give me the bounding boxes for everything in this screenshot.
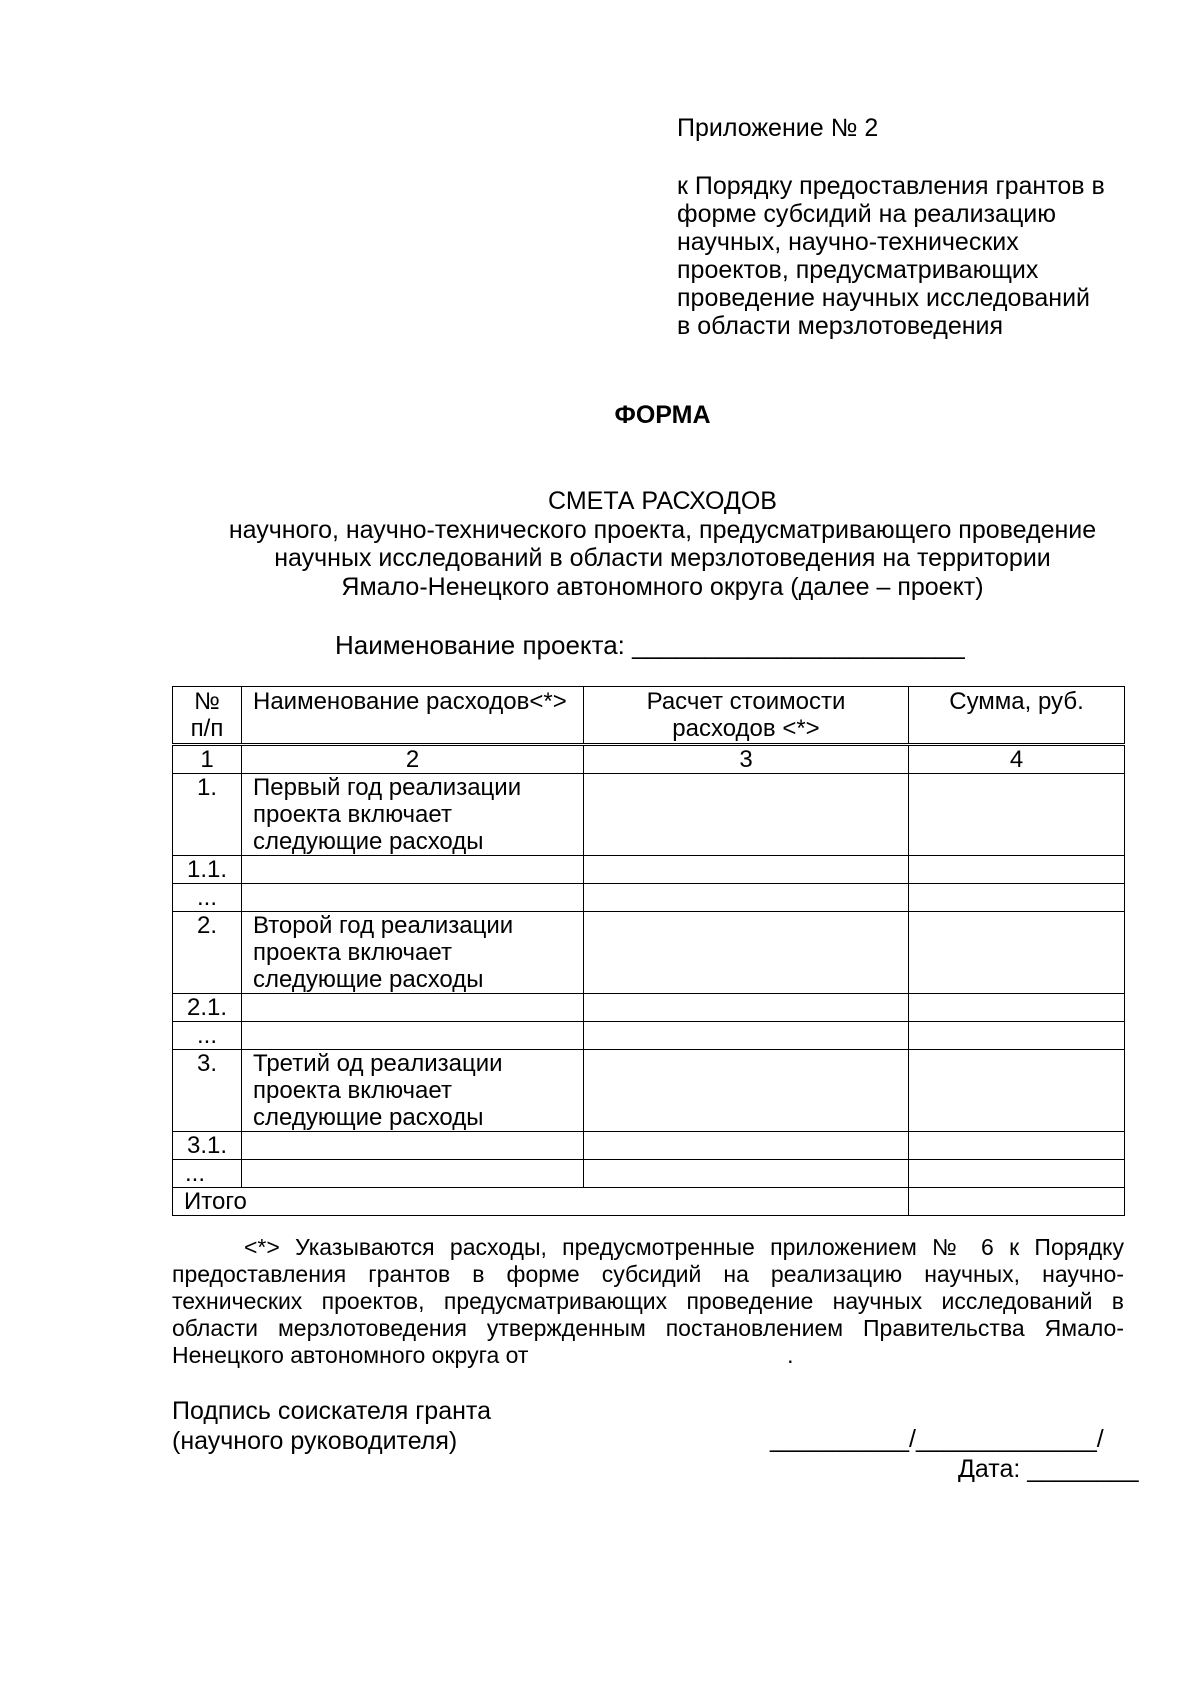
document-title	[150, 487, 1175, 601]
row-num: 3.	[173, 1050, 242, 1132]
row-calc	[584, 994, 909, 1022]
row-num: 2.	[173, 912, 242, 994]
row-name: Второй год реализации проекта включает следующие расходы	[242, 912, 584, 994]
column-number: 4	[909, 745, 1125, 774]
signature-label-line: (научного руководителя)	[172, 1427, 458, 1455]
column-number: 3	[584, 745, 909, 774]
row-calc	[584, 884, 909, 912]
signature-label-line: Подпись соискателя гранта	[172, 1397, 491, 1425]
footnote-text: <*> Указываются расходы, предусмотренные приложением № 6 к Порядку предоставления грантов в форме субсидий на реализацию научных, научно-технических проектов, предусматривающих проведение научных исследований в области мерзлотоведения утвержденным постановлением Правительства Ямало-Ненецкого автономного округа от	[172, 1234, 1124, 1368]
row-calc	[584, 1160, 909, 1188]
appendix-reference-line: форме субсидий на реализацию	[677, 200, 1056, 228]
row-sum	[909, 912, 1125, 994]
table-row	[173, 994, 1125, 1022]
table-row	[173, 884, 1125, 912]
row-num: 3.1.	[173, 1132, 242, 1160]
row-num: 1.	[173, 774, 242, 856]
appendix-reference-line: проектов, предусматривающих	[677, 256, 1039, 284]
table-row	[173, 1050, 1125, 1132]
row-calc	[584, 1022, 909, 1050]
row-sum	[909, 884, 1125, 912]
row-calc	[584, 1050, 909, 1132]
footnote-end: .	[787, 1342, 794, 1368]
row-name	[242, 1022, 584, 1050]
header-num: № п/п	[173, 687, 242, 745]
table-row	[173, 1160, 1125, 1188]
signature-label	[172, 1396, 491, 1456]
date-field: Дата: ________	[958, 1455, 1139, 1483]
row-num: ...	[173, 1022, 242, 1050]
row-calc	[584, 912, 909, 994]
total-row	[173, 1188, 1125, 1216]
total-label: Итого	[173, 1188, 909, 1216]
appendix-reference-line: к Порядку предоставления грантов в	[677, 172, 1105, 200]
column-number-row	[173, 745, 1125, 774]
row-num: 2.1.	[173, 994, 242, 1022]
row-sum	[909, 994, 1125, 1022]
appendix-reference-line: научных, научно-технических	[677, 228, 1019, 256]
row-sum	[909, 1022, 1125, 1050]
form-label: ФОРМА	[614, 401, 711, 429]
row-name	[242, 884, 584, 912]
footnote	[172, 1234, 1124, 1369]
table-row	[173, 856, 1125, 884]
title-line: научных исследований в области мерзлотоведения на территории	[274, 544, 1051, 572]
appendix-reference-line: в области мерзлотоведения	[677, 312, 1004, 340]
row-name	[242, 1132, 584, 1160]
row-name	[242, 856, 584, 884]
table-row	[173, 912, 1125, 994]
title-line: Ямало-Ненецкого автономного округа (далее – проект)	[341, 572, 984, 601]
appendix-title: Приложение № 2	[677, 114, 879, 142]
budget-table	[172, 686, 1125, 1216]
row-sum	[909, 774, 1125, 856]
table-header-row	[173, 687, 1125, 745]
row-num: ...	[173, 1160, 242, 1188]
row-sum	[909, 856, 1125, 884]
row-calc	[584, 774, 909, 856]
total-sum	[909, 1188, 1125, 1216]
row-sum	[909, 1132, 1125, 1160]
table-row	[173, 1022, 1125, 1050]
project-name-field: Наименование проекта: _______________________	[335, 630, 965, 660]
appendix-reference	[677, 172, 1147, 340]
row-calc	[584, 1132, 909, 1160]
row-name: Первый год реализации проекта включает следующие расходы	[242, 774, 584, 856]
table-row	[173, 1132, 1125, 1160]
row-calc	[584, 856, 909, 884]
header-calc: Расчет стоимости расходов <*>	[584, 687, 909, 745]
column-number: 2	[242, 745, 584, 774]
row-name	[242, 1160, 584, 1188]
signature-line: __________/_____________/	[770, 1425, 1104, 1453]
title-line: научного, научно-технического проекта, предусматривающего проведение	[228, 515, 1097, 544]
row-sum	[909, 1050, 1125, 1132]
column-number: 1	[173, 745, 242, 774]
appendix-reference-line: проведение научных исследований	[677, 284, 1091, 312]
table-row	[173, 774, 1125, 856]
header-sum: Сумма, руб.	[909, 687, 1125, 745]
row-name: Третий од реализации проекта включает следующие расходы	[242, 1050, 584, 1132]
row-num: 1.1.	[173, 856, 242, 884]
row-num: ...	[173, 884, 242, 912]
row-sum	[909, 1160, 1125, 1188]
title-heading: СМЕТА РАСХОДОВ	[548, 487, 777, 515]
header-name: Наименование расходов<*>	[242, 687, 584, 745]
row-name	[242, 994, 584, 1022]
